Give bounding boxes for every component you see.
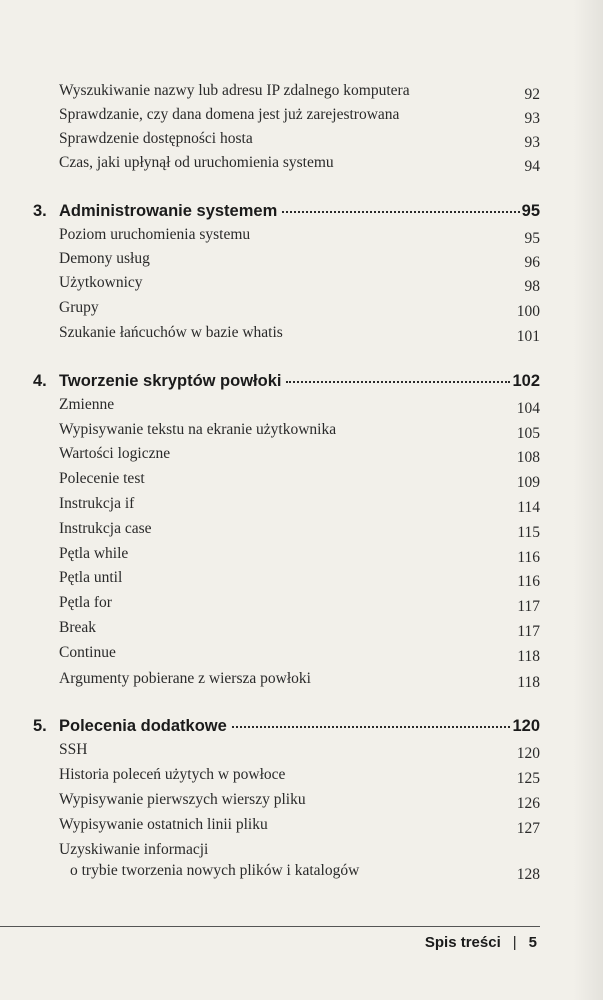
toc-entry-title: Demony usług [59,250,150,267]
chapter-page: 102 [512,372,540,390]
toc-entry-page: 104 [516,400,540,417]
chapter-page: 120 [512,717,540,735]
toc-entry-title: Użytkownicy [59,274,143,291]
toc-entry-title: Sprawdzenie dostępności hosta [59,130,253,147]
footer-section-title: Spis treści [424,934,501,951]
toc-entry [59,567,540,589]
toc-entry [59,419,540,441]
toc-entry-title: Sprawdzanie, czy dana domena jest już zarejestrowana [59,106,400,123]
toc-entry-page: 117 [517,623,540,640]
toc-entry-page: 116 [517,549,540,566]
toc-entry [59,642,540,664]
chapter-title: Polecenia dodatkowe [59,717,227,735]
toc-entry-title: Wypisywanie tekstu na ekranie użytkownika [59,421,337,438]
toc-entry-title: Polecenie test [59,470,145,487]
toc-entry [59,272,540,294]
toc-entry-title: Historia poleceń użytych w powłoce [59,766,286,783]
toc-entry-page: 101 [516,328,540,345]
toc-entry [59,592,540,614]
toc-entry-title: Wypisywanie pierwszych wierszy pliku [59,791,306,808]
toc-entry [59,443,540,465]
toc-entry-page: 108 [516,449,540,466]
chapter-title: Administrowanie systemem [59,202,278,220]
toc-entry [59,617,540,639]
page-edge-shadow [573,0,603,1000]
toc-entry [59,764,540,786]
toc-entry [59,739,540,761]
toc-entry-title: Pętla for [59,594,112,611]
chapter-page: 95 [521,202,540,220]
toc-entry [59,860,540,882]
toc-entry-page: 92 [524,86,540,103]
toc-entry-title: Szukanie łańcuchów w bazie whatis [59,324,283,341]
toc-entry-page: 116 [517,573,540,590]
toc-entry-page: 128 [516,866,540,883]
toc-entry [59,839,540,861]
toc-entry-title: Instrukcja case [59,520,152,537]
toc-entry [59,493,540,515]
toc-entry-page: 96 [524,254,540,271]
toc-entry-title: Pętla while [59,545,129,562]
toc-entry-title: Uzyskiwanie informacji [59,841,209,858]
toc-entry-title: Grupy [59,299,99,316]
toc-entry-page: 94 [524,158,540,175]
toc-entry-title: SSH [59,741,88,758]
toc-entry-title: Continue [59,644,116,661]
toc-entry-title: Zmienne [59,396,115,413]
toc-entry-page: 93 [524,110,540,127]
toc-entry-title: Poziom uruchomienia systemu [59,226,251,243]
toc-entry-page: 95 [524,230,540,247]
chapter-heading [33,713,540,739]
toc-entry [59,322,540,344]
toc-entry-page: 109 [516,474,540,491]
toc-entry [59,468,540,490]
toc-entry-page: 118 [517,674,540,691]
toc-entry-page: 127 [516,820,540,837]
chapter-title: Tworzenie skryptów powłoki [59,372,282,390]
chapter-number: 4. [33,372,47,390]
footer-separator: | [512,934,517,951]
toc-entry-title: Pętla until [59,569,123,586]
chapter-heading [33,368,540,394]
toc-entry [59,668,540,690]
toc-entry-page: 98 [524,278,540,295]
footer-page-number: 5 [528,934,537,951]
toc-entry [59,789,540,811]
toc-entry-title: Argumenty pobierane z wiersza powłoki [59,670,311,687]
chapter-number: 3. [33,202,47,220]
toc-entry-title: Wyszukiwanie nazwy lub adresu IP zdalnego komputera [59,82,410,99]
toc-entry-title: Czas, jaki upłynął od uruchomienia systemu [59,154,334,171]
toc-entry-page: 114 [517,499,540,516]
toc-entry [59,518,540,540]
chapter-number: 5. [33,717,47,735]
toc-entry-title: Break [59,619,97,636]
toc-entry [59,814,540,836]
toc-entry [59,152,540,174]
toc-entry-page: 115 [517,524,540,541]
toc-entry-page: 117 [517,598,540,615]
toc-entry-page: 126 [516,795,540,812]
toc-entry-title: Wypisywanie ostatnich linii pliku [59,816,268,833]
toc-entry [59,543,540,565]
chapter-heading [33,198,540,224]
toc-entry [59,248,540,270]
page-footer [425,934,537,951]
toc-entry [59,394,540,416]
toc-entry-page: 120 [516,745,540,762]
toc-entry-page: 105 [516,425,540,442]
toc-entry [59,297,540,319]
footer-rule [0,926,540,927]
toc-entry [59,224,540,246]
dot-leader [282,211,519,213]
toc-entry [59,128,540,150]
toc-entry-page: 125 [516,770,540,787]
toc-entry-page: 118 [517,648,540,665]
toc-entry-title: Wartości logiczne [59,445,171,462]
toc-entry [59,104,540,126]
toc-entry-page: 93 [524,134,540,151]
toc-entry-title: o trybie tworzenia nowych plików i katalogów [70,862,360,879]
dot-leader [286,381,510,383]
toc-entry-title: Instrukcja if [59,495,135,512]
dot-leader [232,726,511,728]
toc-entry-page: 100 [516,303,540,320]
toc-entry [59,80,540,102]
